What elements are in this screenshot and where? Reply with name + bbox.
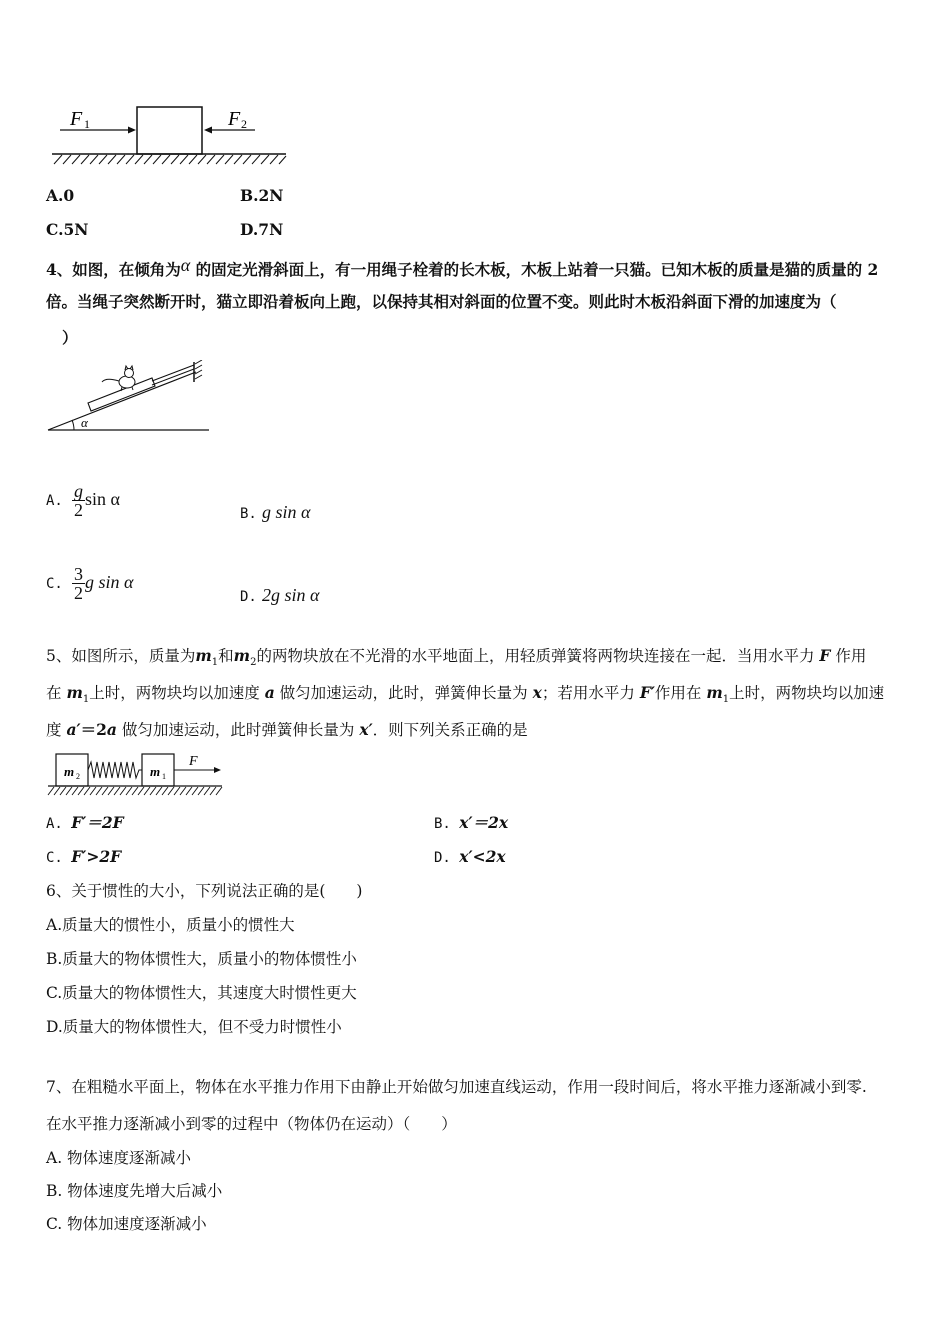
svg-text:2: 2 [76, 772, 80, 781]
q4-option-a: A. $\frac{g}{2}$ sin α [46, 481, 120, 520]
q5-option-b: B. x′＝2x [434, 813, 509, 832]
ground-hatch-2 [48, 787, 222, 795]
q3-option-b: B.2N [240, 186, 284, 205]
f1-sub: 1 [84, 117, 90, 131]
q5-stem-line2: 在 $m_1$上时，两物块均以加速度 a 做匀加速运动，此时，弹簧伸长量为 x；若用水平力 F′作用在 $m_1$上时，两物块均以加速 [46, 683, 885, 706]
cat-icon [102, 366, 135, 391]
q5-option-c: C. F′>2F [46, 847, 122, 866]
q3-option-c: C.5N [46, 220, 89, 239]
fig-alpha-label: α [81, 415, 88, 430]
q5-option-d: D. x′<2x [434, 847, 506, 866]
q6-option-c: C.质量大的物体惯性大，其速度大时惯性更大 [46, 984, 357, 1002]
svg-text:1: 1 [162, 772, 166, 781]
spring [88, 762, 142, 778]
force-block-figure [48, 100, 293, 170]
f1-label: F [70, 108, 83, 130]
fig-m2-label: m [64, 764, 75, 779]
q5-stem-line1: 5、如图所示，质量为$m_1$和$m_2$的两物块放在不光滑的水平地面上，用轻质弹簧将两物块连接在一起．当用水平力 F 作用 [46, 646, 867, 669]
q4-stem-line3: ） [62, 328, 78, 347]
ground-hatch [54, 155, 286, 164]
q7-stem-line1: 7、在粗糙水平面上，物体在水平推力作用下由静止开始做匀加速直线运动，作用一段时间后，将水平推力逐渐减小到零. [46, 1078, 867, 1096]
block [137, 107, 202, 154]
q4-stem-line1: 4、如图，在倾角为α 的固定光滑斜面上，有一用绳子栓着的长木板，木板上站着一只猫。已知木板的质量是猫的质量的 2 [46, 255, 879, 279]
fig-m1-label: m [150, 764, 161, 779]
q6-stem: 6、关于惯性的大小，下列说法正确的是( ) [46, 882, 363, 900]
q7-option-a: A. 物体速度逐渐减小 [46, 1149, 192, 1167]
f2-label: F [228, 108, 241, 130]
rope [152, 365, 194, 381]
spring-blocks-figure [46, 750, 226, 800]
q4-option-b: B. g sin α [240, 502, 311, 522]
q5-option-a: A. F′＝2F [46, 813, 124, 832]
q5-stem-line3: 度 a′＝2a 做匀加速运动，此时弹簧伸长量为 x′．则下列关系正确的是 [46, 720, 528, 739]
q4-option-c: C. $\frac{3}{2}$ g sin α [46, 564, 134, 603]
q6-option-a: A.质量大的惯性小，质量小的惯性大 [46, 916, 295, 934]
f2-sub: 2 [241, 117, 247, 131]
incline-cat-figure [44, 360, 219, 445]
q6-option-b: B.质量大的物体惯性大，质量小的物体惯性小 [46, 950, 357, 968]
q4-option-d: D. 2g sin α [240, 585, 320, 605]
q3-option-d: D.7N [240, 220, 284, 239]
q7-option-b: B. 物体速度先增大后减小 [46, 1182, 223, 1200]
q7-option-c: C. 物体加速度逐渐减小 [46, 1215, 207, 1233]
q6-option-d: D.质量大的物体惯性大，但不受力时惯性小 [46, 1018, 342, 1036]
q3-option-a: A.0 [46, 186, 75, 205]
fig-f-label: F [189, 754, 198, 769]
q7-stem-line2: 在水平推力逐渐减小到零的过程中（物体仍在运动）（ ） [46, 1115, 457, 1133]
q4-stem-line2: 倍。当绳子突然断开时，猫立即沿着板向上跑，以保持其相对斜面的位置不变。则此时木板沿斜面下滑的加速度为（ [46, 292, 837, 311]
